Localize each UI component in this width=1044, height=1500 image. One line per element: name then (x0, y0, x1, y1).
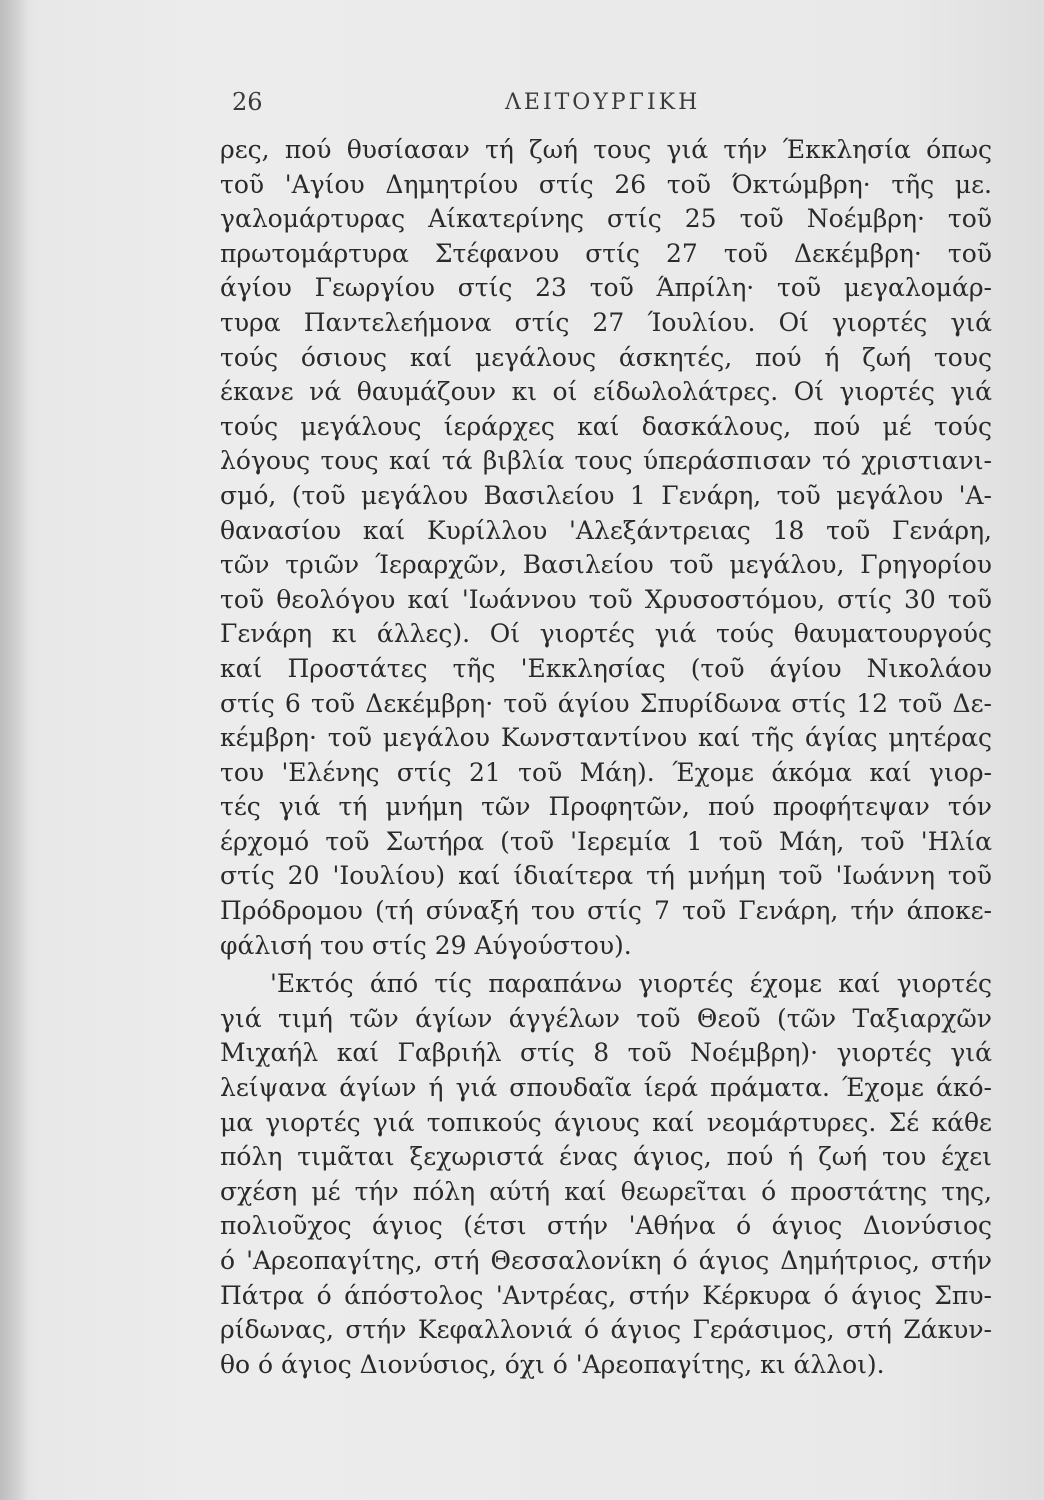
text-line: ρίδωνας, στήν Κεφαλλονιά ό άγιος Γεράσιμος, στή Ζάκυν- (220, 1315, 992, 1345)
text-line: τοῦ θεολόγου καί 'Ιωάννου τοῦ Χρυσοστόμου, στίς 30 τοῦ (220, 584, 992, 614)
text-line: σχέση μέ τήν πόλη αύτή καί θεωρεῖται ό προστάτης της, (220, 1176, 992, 1206)
text-line: στίς 20 'Ιουλίου) καί ίδιαίτερα τή μνήμη τοῦ 'Ιωάννη τοῦ (220, 861, 992, 891)
text-line: λείψανα άγίων ή γιά σπουδαῖα ίερά πράματα. Έχομε άκό- (220, 1073, 992, 1103)
text-line: Πρόδρομου (τή σύναξή του στίς 7 τοῦ Γενάρη, τήν άποκε- (220, 896, 992, 926)
text-line: τούς μεγάλους ίεράρχες καί δασκάλους, πού μέ τούς (220, 411, 992, 441)
text-line: Πάτρα ό άπόστολος 'Αντρέας, στήν Κέρκυρα ό άγιος Σπυ- (220, 1280, 992, 1310)
text-line: τοῦ 'Αγίου Δημητρίου στίς 26 τοῦ Όκτώμβρη· τῆς με. (220, 169, 992, 199)
text-line: Μιχαήλ καί Γαβριήλ στίς 8 τοῦ Νοέμβρη)· γιορτές γιά (220, 1038, 992, 1068)
text-line: λόγους τους καί τά βιβλία τους ύπεράσπισαν τό χριστιανι- (220, 446, 992, 476)
text-line: τές γιά τή μνήμη τῶν Προφητῶν, πού προφήτεψαν τόν (220, 792, 992, 822)
text-line: έρχομό τοῦ Σωτήρα (τοῦ 'Ιερεμία 1 τοῦ Μάη, τοῦ 'Ηλία (220, 826, 992, 856)
text-line: φάλισή του στίς 29 Αύγούστου). (220, 930, 632, 960)
text-line: έκανε νά θαυμάζουν κι οί είδωλολάτρες. Οί γιορτές γιά (220, 377, 992, 407)
text-line: τῶν τριῶν Ίεραρχῶν, Βασιλείου τοῦ μεγάλου, Γρηγορίου (220, 550, 992, 580)
text-line: ρες, πού θυσίασαν τή ζωή τους γιά τήν Έκκλησία όπως (220, 135, 992, 164)
body-text (220, 133, 992, 1382)
text-line: πρωτομάρτυρα Στέφανου στίς 27 τοῦ Δεκέμβρη· τοῦ (220, 238, 992, 268)
text-line: γιά τιμή τῶν άγίων άγγέλων τοῦ Θεοῦ (τῶν Ταξιαρχῶν (220, 1003, 992, 1033)
text-line: μα γιορτές γιά τοπικούς άγιους καί νεομάρτυρες. Σέ κάθε (220, 1107, 992, 1137)
text-line: θανασίου καί Κυρίλλου 'Αλεξάντρειας 18 τοῦ Γενάρη, (220, 515, 992, 545)
text-line: ό 'Αρεοπαγίτης, στή Θεσσαλονίκη ό άγιος Δημήτριος, στήν (220, 1246, 992, 1275)
text-line: πόλη τιμᾶται ξεχωριστά ένας άγιος, πού ή ζωή του έχει (220, 1142, 992, 1172)
text-line: σμό, (τοῦ μεγάλου Βασιλείου 1 Γενάρη, τοῦ μεγάλου 'Α- (220, 480, 992, 510)
page-number: 26 (232, 88, 263, 116)
page-header (0, 88, 1044, 128)
binding-shadow (0, 0, 28, 1500)
running-title: ΛΕΙΤΟΥΡΓΙΚΗ (505, 90, 701, 115)
text-line: πολιοῦχος άγιος (έτσι στήν 'Αθήνα ό άγιος Διονύσιος (220, 1211, 992, 1241)
text-line: άγίου Γεωργίου στίς 23 τοῦ Άπρίλη· τοῦ μεγαλομάρ- (220, 273, 992, 303)
text-line: τούς όσιους καί μεγάλους άσκητές, πού ή ζωή τους (220, 342, 992, 372)
text-line: 'Εκτός άπό τίς παραπάνω γιορτές έχομε καί γιορτές (270, 969, 992, 999)
text-line: τυρα Παντελεήμονα στίς 27 Ίουλίου. Οί γιορτές γιά (220, 307, 992, 337)
text-line: Γενάρη κι άλλες). Οί γιορτές γιά τούς θαυματουργούς (220, 619, 992, 649)
text-line: γαλομάρτυρας Αίκατερίνης στίς 25 τοῦ Νοέμβρη· τοῦ (220, 204, 992, 234)
text-line: καί Προστάτες τῆς 'Εκκλησίας (τοῦ άγίου Νικολάου (220, 653, 992, 683)
paragraph-2 (220, 967, 992, 1382)
paragraph-1 (220, 133, 992, 963)
text-line: στίς 6 τοῦ Δεκέμβρη· τοῦ άγίου Σπυρίδωνα στίς 12 τοῦ Δε- (220, 688, 992, 718)
text-line: του 'Ελένης στίς 21 τοῦ Μάη). Έχομε άκόμα καί γιορ- (220, 757, 992, 787)
text-line: κέμβρη· τοῦ μεγάλου Κωνσταντίνου καί τῆς άγίας μητέρας (220, 723, 992, 753)
text-line: θο ό άγιος Διονύσιος, όχι ό 'Αρεοπαγίτης, κι άλλοι). (220, 1349, 885, 1379)
